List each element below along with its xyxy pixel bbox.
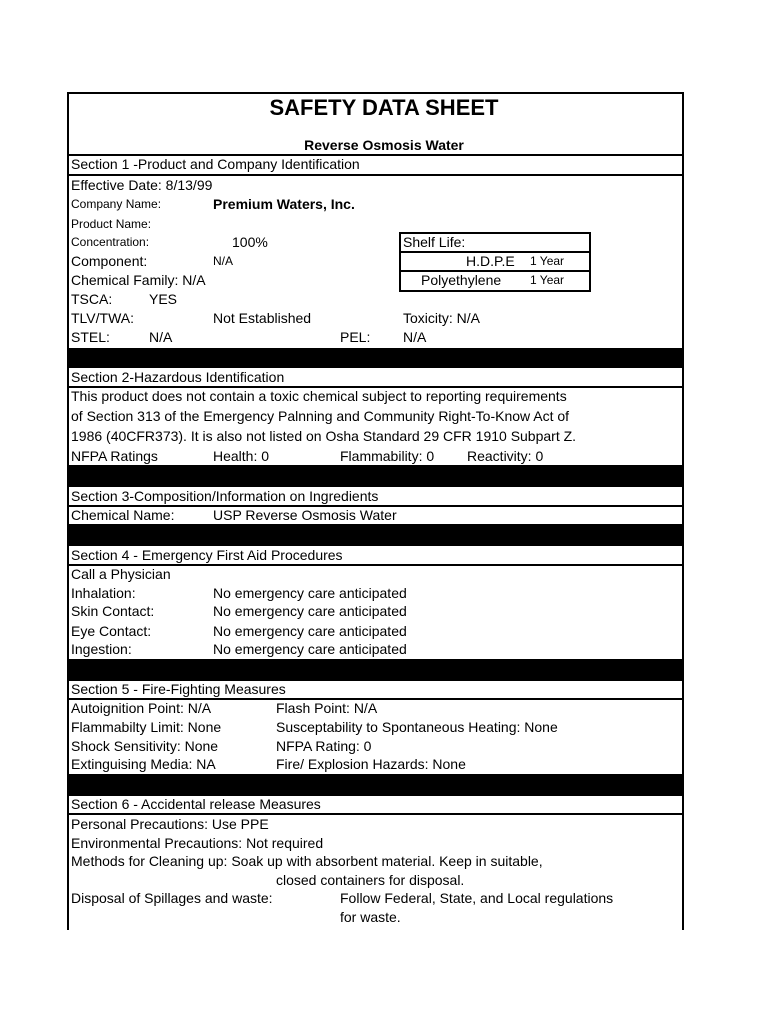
fire-fighting-item: Extinguising Media: NA — [71, 756, 216, 772]
toxicity: Toxicity: N/A — [403, 310, 481, 326]
first-aid-label: Eye Contact: — [71, 623, 152, 639]
cleaning-methods-cont: closed containers for disposal. — [276, 872, 465, 888]
company-name-label: Company Name: — [71, 197, 162, 211]
section6-header: Section 6 - Accidental release Measures — [71, 796, 321, 812]
section-separator-bar — [67, 524, 684, 546]
cleaning-methods: Methods for Cleaning up: Soak up with absorbent material. Keep in suitable, — [71, 853, 543, 869]
first-aid-value: No emergency care anticipated — [213, 623, 407, 639]
component-label: Component: — [71, 253, 148, 269]
personal-precautions: Personal Precautions: Use PPE — [71, 816, 269, 832]
shelf-life-duration: 1 Year — [530, 254, 565, 268]
first-aid-value: No emergency care anticipated — [213, 603, 407, 619]
first-aid-value: No emergency care anticipated — [213, 585, 407, 601]
shelf-life-material: H.D.P.E — [466, 253, 515, 269]
section1-header: Section 1 -Product and Company Identification — [71, 156, 360, 172]
environmental-precautions: Environmental Precautions: Not required — [71, 835, 324, 851]
concentration-value: 100% — [232, 234, 268, 250]
fire-fighting-item: Susceptability to Spontaneous Heating: None — [276, 719, 558, 735]
stel-value: N/A — [149, 329, 173, 345]
nfpa-reactivity: Reactivity: 0 — [467, 448, 544, 464]
section4-header: Section 4 - Emergency First Aid Procedures — [71, 547, 343, 563]
section5-header: Section 5 - Fire-Fighting Measures — [71, 681, 286, 697]
section-separator-bar — [67, 465, 684, 487]
company-name-value: Premium Waters, Inc. — [213, 196, 355, 212]
fire-fighting-item: Flash Point: N/A — [276, 700, 378, 716]
nfpa-health: Health: 0 — [213, 448, 270, 464]
component-value: N/A — [213, 254, 234, 268]
first-aid-label: Inhalation: — [71, 585, 136, 601]
chemical-name-label: Chemical Name: — [71, 507, 175, 523]
product-subtitle: Reverse Osmosis Water — [304, 137, 464, 153]
first-aid-label: Skin Contact: — [71, 603, 155, 619]
effective-date: Effective Date: 8/13/99 — [71, 177, 213, 193]
stel-label: STEL: — [71, 329, 110, 345]
section-separator-bar — [67, 659, 684, 681]
hazard-text-line: This product does not contain a toxic chemical subject to reporting requirements — [71, 388, 567, 404]
section3-header: Section 3-Composition/Information on Ingredients — [71, 488, 379, 504]
concentration-label: Concentration: — [71, 235, 150, 249]
page-title: SAFETY DATA SHEET — [269, 95, 499, 120]
disposal-value-cont: for waste. — [340, 909, 401, 925]
shelf-life-label: Shelf Life: — [403, 234, 466, 250]
tlv-twa-value: Not Established — [213, 310, 312, 326]
divider — [67, 813, 684, 815]
tsca-value: YES — [149, 291, 178, 307]
nfpa-flammability: Flammability: 0 — [340, 448, 435, 464]
tlv-twa-label: TLV/TWA: — [71, 310, 134, 326]
divider — [67, 174, 684, 176]
disposal-value: Follow Federal, State, and Local regulations — [340, 890, 614, 906]
first-aid-value: No emergency care anticipated — [213, 641, 407, 657]
section-separator-bar — [67, 348, 684, 368]
hazard-text-line: of Section 313 of the Emergency Palnning and Community Right-To-Know Act of — [71, 408, 570, 424]
hazard-text-line: 1986 (40CFR373). It is also not listed on Osha Standard 29 CFR 1910 Subpart Z. — [71, 428, 577, 444]
fire-fighting-item: Fire/ Explosion Hazards: None — [276, 756, 466, 772]
fire-fighting-item: NFPA Rating: 0 — [276, 738, 372, 754]
nfpa-ratings-label: NFPA Ratings — [71, 448, 158, 464]
fire-fighting-item: Autoignition Point: N/A — [71, 700, 212, 716]
shelf-life-material: Polyethylene — [421, 272, 502, 288]
section2-header: Section 2-Hazardous Identification — [71, 369, 285, 385]
fire-fighting-item: Shock Sensitivity: None — [71, 738, 219, 754]
chemical-family: Chemical Family: N/A — [71, 272, 206, 288]
section-separator-bar — [67, 774, 684, 796]
first-aid-label: Ingestion: — [71, 641, 132, 657]
call-physician: Call a Physician — [71, 566, 171, 582]
tsca-label: TSCA: — [71, 291, 113, 307]
disposal-label: Disposal of Spillages and waste: — [71, 890, 273, 906]
fire-fighting-item: Flammabilty Limit: None — [71, 719, 222, 735]
product-name-label: Product Name: — [71, 217, 152, 231]
chemical-name-value: USP Reverse Osmosis Water — [213, 507, 397, 523]
shelf-life-duration: 1 Year — [530, 273, 565, 287]
pel-label: PEL: — [340, 329, 371, 345]
pel-value: N/A — [403, 329, 427, 345]
